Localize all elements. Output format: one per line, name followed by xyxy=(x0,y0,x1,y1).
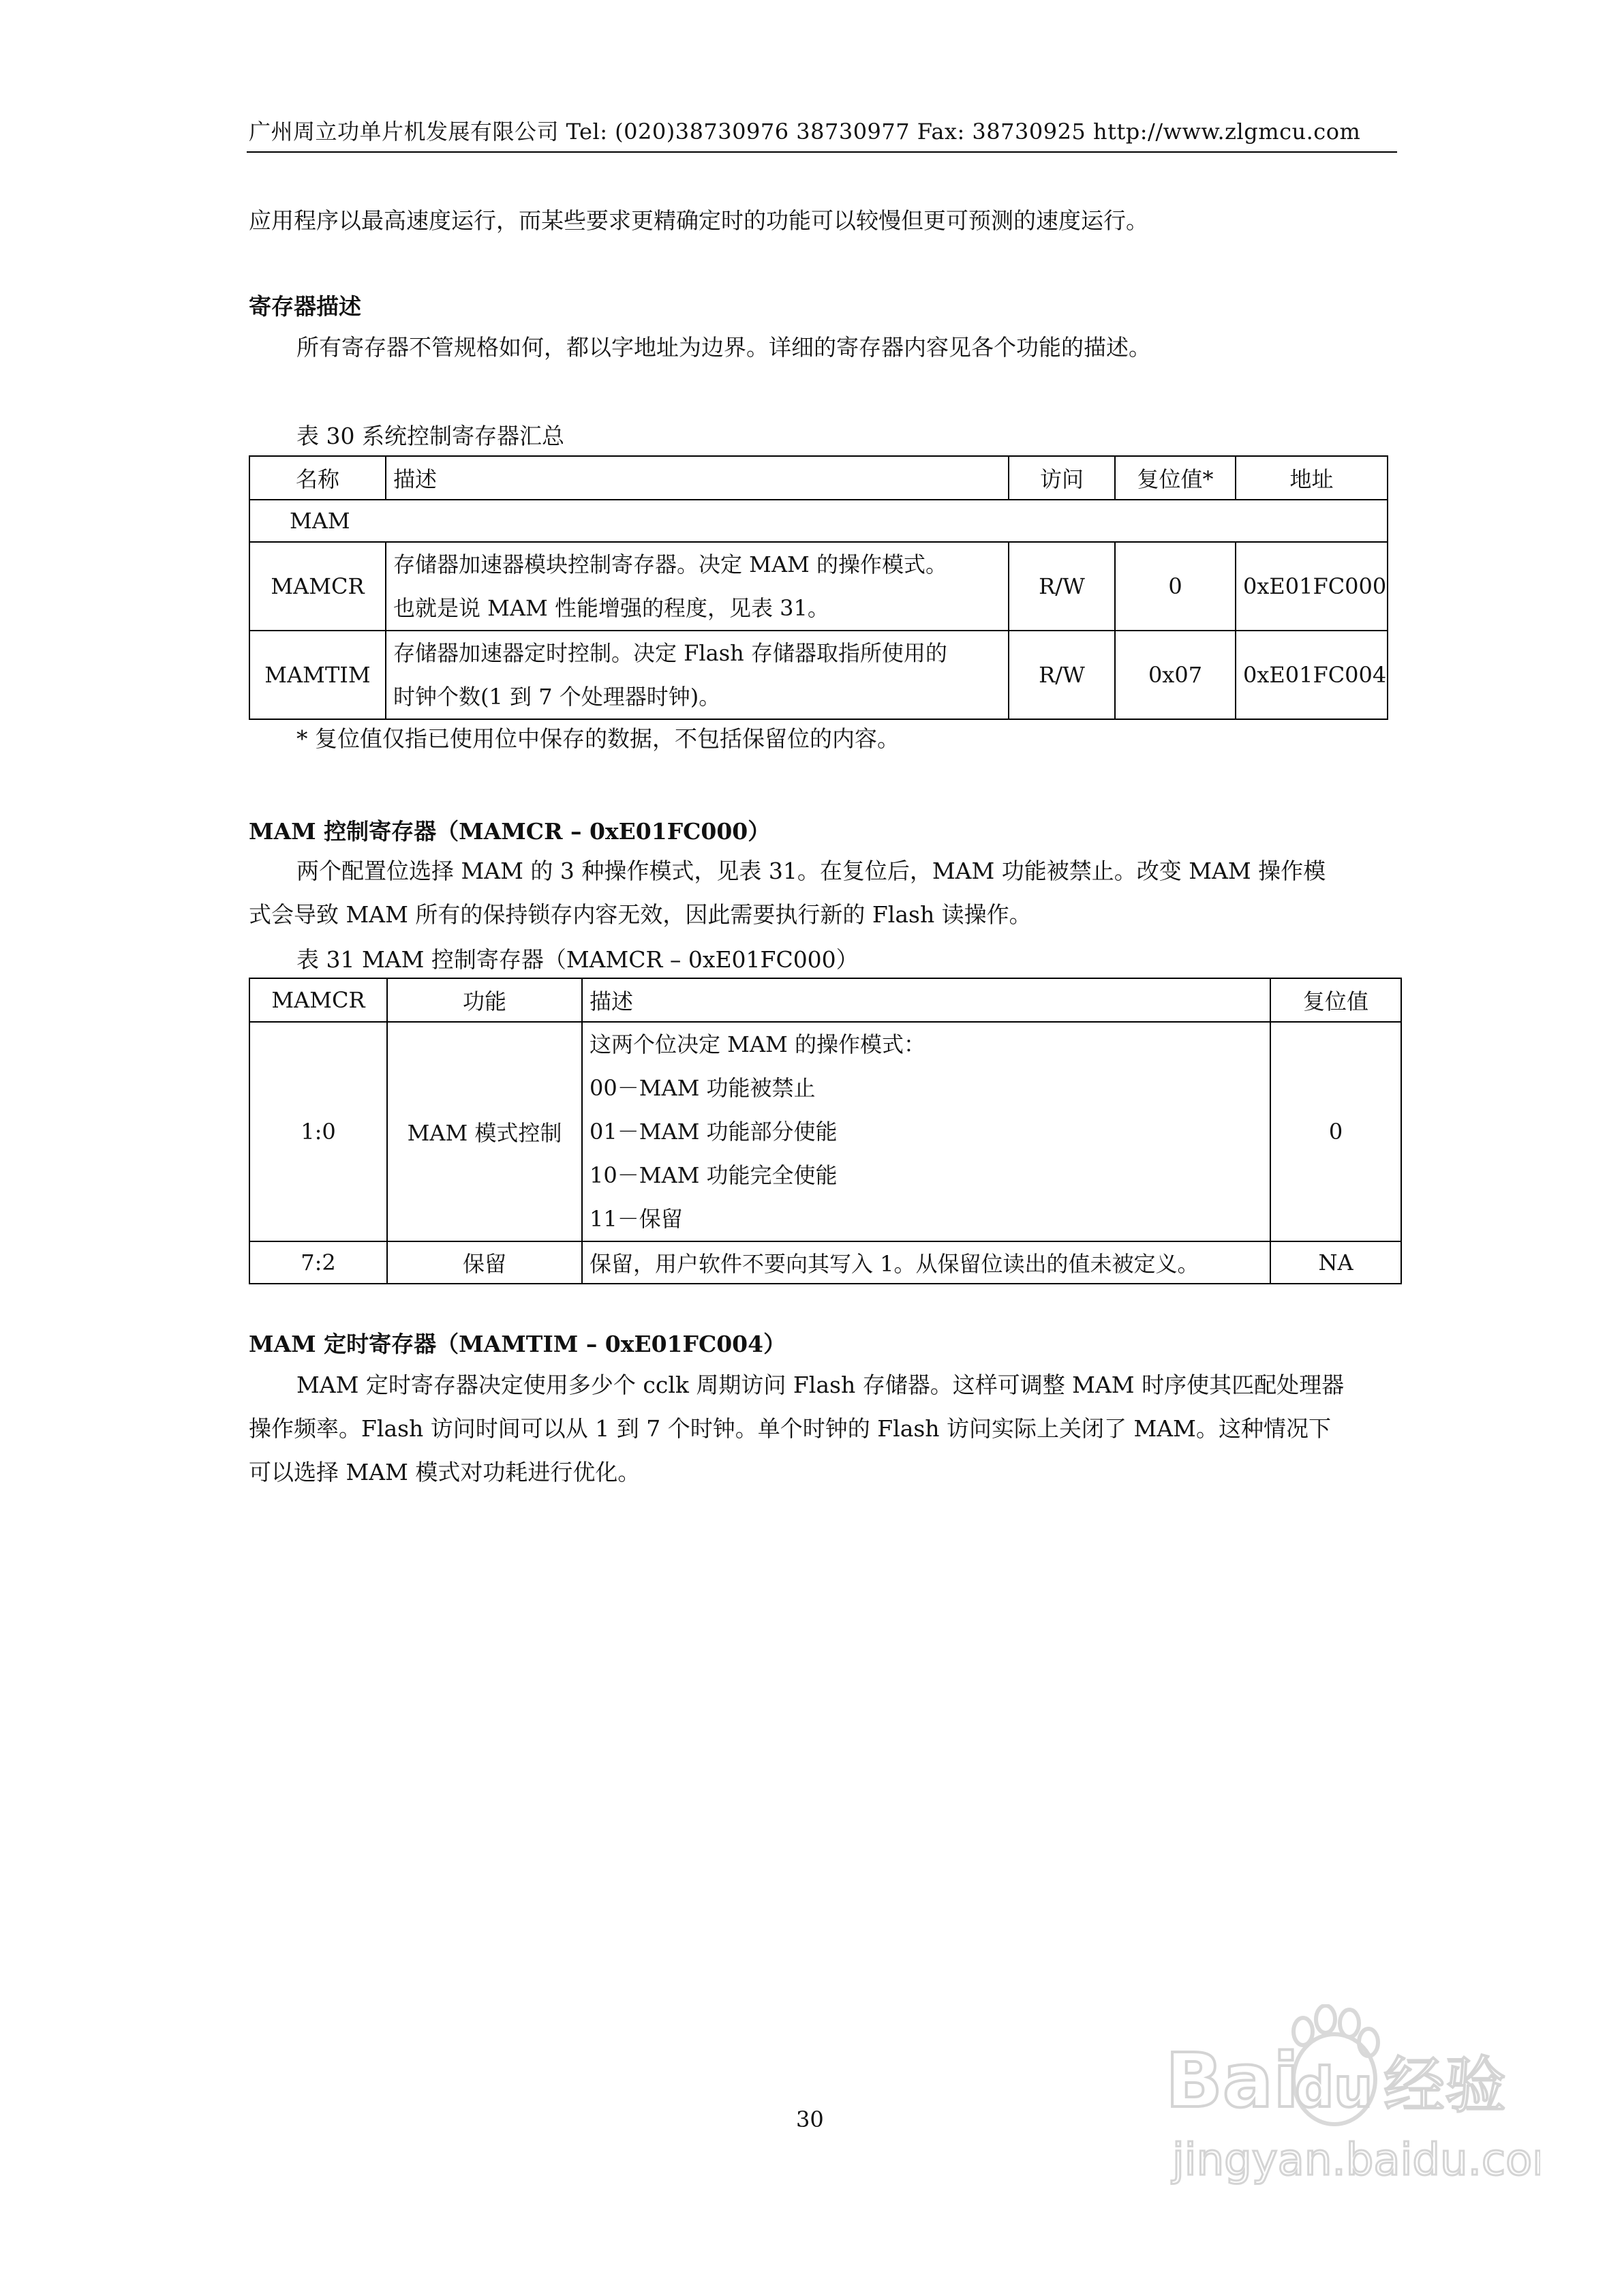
header-rule xyxy=(247,151,1397,153)
svg-text:du: du xyxy=(1295,2056,1373,2119)
section-title-mamcr: MAM 控制寄存器（MAMCR – 0xE01FC000） xyxy=(249,818,771,845)
table31-row-bits: 7:2 xyxy=(249,1241,387,1284)
table-row xyxy=(249,631,1388,719)
table30-group-row xyxy=(249,500,1388,542)
table31-row-desc xyxy=(582,1022,1270,1241)
table30-caption: 表 30 系统控制寄存器汇总 xyxy=(296,423,564,449)
desc-line: 这两个位决定 MAM 的操作模式： xyxy=(590,1031,925,1057)
mamcr-paragraph-line2: 式会导致 MAM 所有的保持锁存内容无效，因此需要执行新的 Flash 读操作。 xyxy=(249,901,1032,928)
table31-header-row xyxy=(249,978,1401,1022)
mamtim-paragraph-line2: 操作频率。Flash 访问时间可以从 1 到 7 个时钟。单个时钟的 Flash 访问实际上关闭了 MAM。这种情况下 xyxy=(249,1415,1331,1442)
table30-row-desc xyxy=(386,631,1009,719)
section-title-mamtim: MAM 定时寄存器（MAMTIM – 0xE01FC004） xyxy=(249,1331,786,1357)
table31-header-bits: MAMCR xyxy=(249,978,387,1022)
table31-row-reset: 0 xyxy=(1270,1022,1401,1241)
table30-row-name: MAMCR xyxy=(249,542,386,631)
table-row xyxy=(249,1241,1401,1284)
table30-row-reset: 0x07 xyxy=(1115,631,1236,719)
intro-paragraph: 应用程序以最高速度运行，而某些要求更精确定时的功能可以较慢但更可预测的速度运行。 xyxy=(249,207,1148,234)
table31-row-func: MAM 模式控制 xyxy=(387,1022,582,1241)
table31-header-reset: 复位值 xyxy=(1270,978,1401,1022)
table30-row-access: R/W xyxy=(1009,542,1115,631)
page-number: 30 xyxy=(796,2106,824,2132)
table30-header-access: 访问 xyxy=(1009,456,1115,500)
table30-header-name: 名称 xyxy=(249,456,386,500)
table31-row-reset: NA xyxy=(1270,1241,1401,1284)
desc-line: 00－MAM 功能被禁止 xyxy=(590,1075,816,1101)
mamtim-paragraph-line3: 可以选择 MAM 模式对功耗进行优化。 xyxy=(249,1459,641,1485)
table31-row-func: 保留 xyxy=(387,1241,582,1284)
svg-text:Bai: Bai xyxy=(1165,2037,1299,2124)
table-row xyxy=(249,542,1388,631)
table30-header-reset: 复位值* xyxy=(1115,456,1236,500)
mamcr-paragraph-line1: 两个配置位选择 MAM 的 3 种操作模式，见表 31。在复位后，MAM 功能被禁止。改变 MAM 操作模 xyxy=(296,858,1326,884)
desc-line: 也就是说 MAM 性能增强的程度，见表 31。 xyxy=(393,595,829,621)
table30-row-access: R/W xyxy=(1009,631,1115,719)
table30-row-name: MAMTIM xyxy=(249,631,386,719)
table30-row-addr: 0xE01FC000 xyxy=(1236,542,1388,631)
mamtim-paragraph-line1: MAM 定时寄存器决定使用多少个 cclk 周期访问 Flash 存储器。这样可调整 MAM 时序使其匹配处理器 xyxy=(296,1372,1345,1398)
page-header: 广州周立功单片机发展有限公司 Tel: (020)38730976 38730977 Fax: 38730925 http://www.zlgmcu.com xyxy=(249,119,1361,145)
table30-header-addr: 地址 xyxy=(1236,456,1388,500)
svg-text:jingyan.baidu.com: jingyan.baidu.com xyxy=(1172,2135,1540,2186)
desc-line: 01－MAM 功能部分使能 xyxy=(590,1119,838,1145)
baidu-jingyan-watermark xyxy=(1159,2004,1540,2232)
table30-row-desc xyxy=(386,542,1009,631)
table30-row-addr: 0xE01FC004 xyxy=(1236,631,1388,719)
register-desc-paragraph: 所有寄存器不管规格如何，都以字地址为边界。详细的寄存器内容见各个功能的描述。 xyxy=(296,334,1151,361)
table30-header-row xyxy=(249,456,1388,500)
section-title-register-desc: 寄存器描述 xyxy=(249,293,361,320)
desc-line: 存储器加速器定时控制。决定 Flash 存储器取指所使用的 xyxy=(393,640,947,666)
table30-row-reset: 0 xyxy=(1115,542,1236,631)
table31-row-bits: 1:0 xyxy=(249,1022,387,1241)
table30-group-label: MAM xyxy=(249,500,1388,542)
table30-header-desc: 描述 xyxy=(386,456,1009,500)
svg-text:经验: 经验 xyxy=(1383,2050,1506,2121)
table31 xyxy=(249,978,1402,1284)
table31-row-desc: 保留，用户软件不要向其写入 1。从保留位读出的值未被定义。 xyxy=(582,1241,1270,1284)
table30 xyxy=(249,455,1388,720)
table31-header-desc: 描述 xyxy=(582,978,1270,1022)
table-row xyxy=(249,1022,1401,1241)
desc-line: 10－MAM 功能完全使能 xyxy=(590,1162,838,1188)
desc-line: 存储器加速器模块控制寄存器。决定 MAM 的操作模式。 xyxy=(393,552,947,577)
table31-header-func: 功能 xyxy=(387,978,582,1022)
desc-line: 11－保留 xyxy=(590,1206,683,1232)
table30-footnote: * 复位值仅指已使用位中保存的数据，不包括保留位的内容。 xyxy=(296,725,900,752)
table31-caption: 表 31 MAM 控制寄存器（MAMCR – 0xE01FC000） xyxy=(296,946,859,973)
desc-line: 时钟个数(1 到 7 个处理器时钟)。 xyxy=(393,684,721,710)
baidu-paw-logo-icon xyxy=(1159,2004,1540,2229)
